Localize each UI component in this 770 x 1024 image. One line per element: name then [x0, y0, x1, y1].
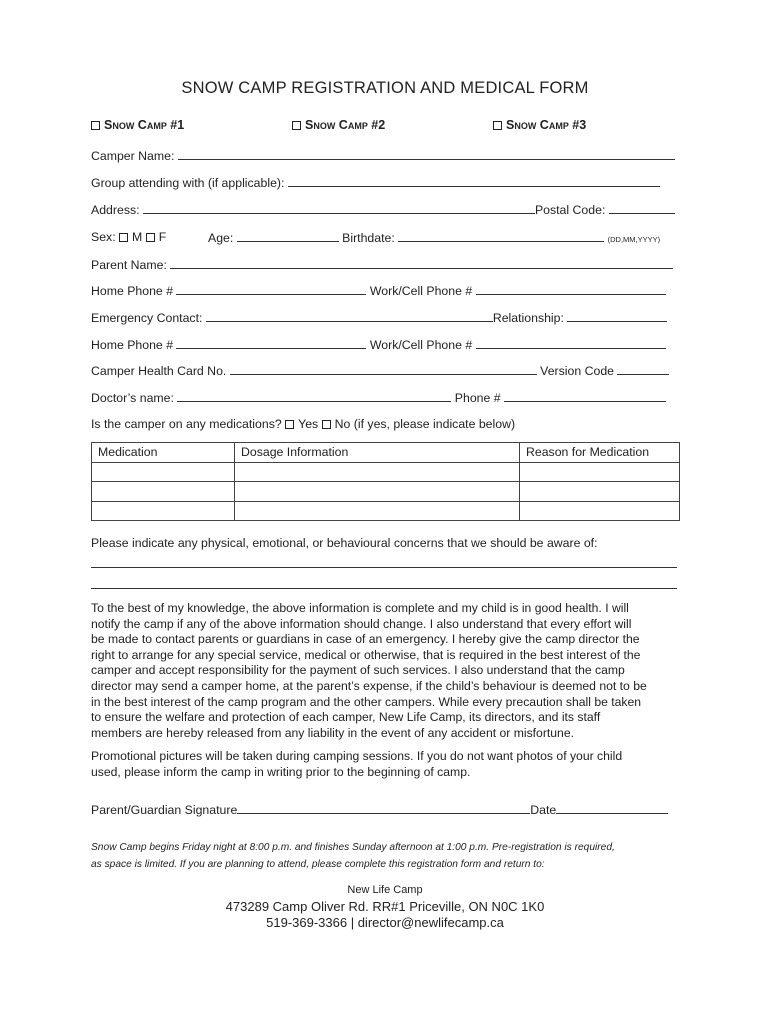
- snow-camp-1-option[interactable]: Snow Camp #1: [91, 118, 184, 132]
- health-card-label: Camper Health Card No.: [91, 364, 227, 378]
- checkbox-icon[interactable]: [322, 420, 331, 429]
- address-field[interactable]: [143, 202, 535, 214]
- home-phone-label: Home Phone #: [91, 284, 174, 298]
- signature-field[interactable]: [237, 802, 530, 814]
- table-cell[interactable]: [520, 501, 680, 521]
- postal-code-label: Postal Code:: [534, 203, 606, 217]
- paragraph-line: used, please inform the camp in writing prior to the beginning of camp.: [91, 764, 471, 779]
- paragraph-line: in the best interest of the camp program and the other campers. While every precaution shall be taken: [91, 694, 642, 709]
- doctor-row: [91, 390, 666, 405]
- paragraph-line: members are hereby released from any liability in the event of any accident or misfortune.: [91, 725, 574, 740]
- paragraph-line: be made to contact parents or guardians in case of an emergency. I hereby give the camp director the: [91, 632, 640, 647]
- work-phone-field[interactable]: [476, 283, 666, 295]
- health-card-field[interactable]: [230, 363, 537, 375]
- table-header-medication: Medication: [92, 443, 235, 463]
- phone-row-2: [91, 337, 666, 352]
- paragraph-line: notify the camp if any of the above information should change. I also understand that every effort will: [91, 616, 632, 631]
- health-card-row: [91, 363, 669, 378]
- phone-row-1: [91, 283, 666, 298]
- postal-code-field[interactable]: [609, 202, 675, 214]
- signature-label: Parent/Guardian Signature: [91, 803, 238, 817]
- concerns-label: Please indicate any physical, emotional, or behavioural concerns that we should be aware of:: [91, 536, 598, 550]
- contact-phone-email: 519-369-3366 | director@newlifecamp.ca: [266, 915, 504, 930]
- medications-question-row: [91, 417, 515, 431]
- table-cell[interactable]: [520, 482, 680, 502]
- medications-question: Is the camper on any medications?: [91, 417, 282, 431]
- emergency-field[interactable]: [206, 310, 493, 322]
- group-row: [91, 175, 660, 190]
- consent-paragraph: [91, 601, 679, 741]
- home-phone-label: Home Phone #: [91, 338, 174, 352]
- table-row: [92, 462, 680, 482]
- concerns-field-line[interactable]: [91, 557, 677, 568]
- group-field[interactable]: [288, 175, 660, 187]
- checkbox-icon[interactable]: [292, 121, 301, 130]
- work-phone-field[interactable]: [476, 337, 666, 349]
- group-label: Group attending with (if applicable):: [91, 176, 285, 190]
- work-phone-label: Work/Cell Phone #: [369, 338, 473, 352]
- table-header-dosage: Dosage Information: [235, 443, 520, 463]
- table-header-row: [92, 443, 680, 463]
- birthdate-field[interactable]: [398, 230, 604, 242]
- medications-yes-label: Yes: [298, 417, 319, 431]
- table-cell[interactable]: [235, 482, 520, 502]
- paragraph-line: to ensure the welfare and protection of each camper, New Life Camp, its directors, and its staff: [91, 710, 601, 725]
- birthdate-label: Birthdate:: [342, 231, 395, 245]
- page-title: SNOW CAMP REGISTRATION AND MEDICAL FORM: [181, 79, 589, 97]
- contact-org: New Life Camp: [347, 884, 423, 896]
- address-label: Address:: [91, 203, 140, 217]
- camper-name-row: [91, 148, 675, 163]
- emergency-row: [91, 310, 667, 325]
- snow-camp-3-option[interactable]: Snow Camp #3: [493, 118, 586, 132]
- table-cell[interactable]: [92, 501, 235, 521]
- parent-name-field[interactable]: [170, 257, 673, 269]
- table-cell[interactable]: [520, 462, 680, 482]
- promo-paragraph: [91, 749, 679, 780]
- date-field[interactable]: [556, 802, 668, 814]
- paragraph-line: To the best of my knowledge, the above information is complete and my child is in good health. I will: [91, 601, 629, 615]
- table-row: [92, 501, 680, 521]
- signature-row: [91, 802, 668, 817]
- paragraph-line: right to arrange for any special service, medical or otherwise, that is required in the best interest of the: [91, 647, 641, 662]
- version-code-label: Version Code: [540, 364, 615, 378]
- contact-address: 473289 Camp Oliver Rd. RR#1 Priceville, ON N0C 1K0: [225, 899, 545, 914]
- home-phone-field[interactable]: [176, 283, 366, 295]
- checkbox-icon[interactable]: [91, 121, 100, 130]
- paragraph-line: Promotional pictures will be taken during camping sessions. If you do not want photos of your child: [91, 749, 623, 763]
- concerns-field-line[interactable]: [91, 578, 677, 589]
- snow-camp-2-option[interactable]: Snow Camp #2: [292, 118, 385, 132]
- relationship-field[interactable]: [567, 310, 667, 322]
- camper-name-label: Camper Name:: [91, 149, 175, 163]
- camper-name-field[interactable]: [178, 148, 675, 160]
- age-field[interactable]: [237, 230, 339, 242]
- parent-name-row: [91, 257, 673, 272]
- date-label: Date: [530, 803, 557, 817]
- doctor-phone-field[interactable]: [504, 390, 666, 402]
- paragraph-line: director may send a camper home, at the parent’s expense, if the child’s behaviour is deemed not to be: [91, 678, 647, 693]
- table-cell[interactable]: [92, 462, 235, 482]
- table-cell[interactable]: [235, 462, 520, 482]
- birthdate-format: (DD,MM,YYYY): [607, 235, 661, 244]
- note-line: Snow Camp begins Friday night at 8:00 p.m. and finishes Sunday afternoon at 1:00 p.m. Pre-registration is required,: [91, 842, 615, 853]
- medications-no-label: No (if yes, please indicate below): [334, 417, 516, 431]
- work-phone-label: Work/Cell Phone #: [369, 284, 473, 298]
- table-cell[interactable]: [235, 501, 520, 521]
- doctor-label: Doctor’s name:: [91, 391, 174, 405]
- table-cell[interactable]: [92, 482, 235, 502]
- registration-note: [91, 839, 615, 873]
- version-code-field[interactable]: [617, 363, 669, 375]
- checkbox-icon[interactable]: [493, 121, 502, 130]
- sex-m-label: M: [132, 230, 143, 244]
- address-row: [91, 202, 675, 217]
- parent-name-label: Parent Name:: [91, 258, 167, 272]
- table-header-reason: Reason for Medication: [520, 443, 680, 463]
- relationship-label: Relationship:: [492, 311, 564, 325]
- checkbox-icon[interactable]: [119, 233, 128, 242]
- home-phone-field[interactable]: [176, 337, 366, 349]
- sex-age-row: [91, 230, 166, 244]
- checkbox-icon[interactable]: [146, 233, 155, 242]
- checkbox-icon[interactable]: [285, 420, 294, 429]
- doctor-field[interactable]: [177, 390, 451, 402]
- medications-table: [91, 442, 680, 521]
- age-row: [208, 230, 660, 245]
- sex-label: Sex:: [91, 230, 116, 244]
- age-label: Age:: [208, 231, 234, 245]
- note-line: as space is limited. If you are planning to attend, please complete this registration form and return to:: [91, 859, 545, 870]
- sex-f-label: F: [158, 230, 167, 244]
- table-row: [92, 482, 680, 502]
- doctor-phone-label: Phone #: [454, 391, 501, 405]
- emergency-label: Emergency Contact:: [91, 311, 203, 325]
- paragraph-line: camper and accept responsibility for the payment of such services. I also understand that the camp: [91, 663, 625, 678]
